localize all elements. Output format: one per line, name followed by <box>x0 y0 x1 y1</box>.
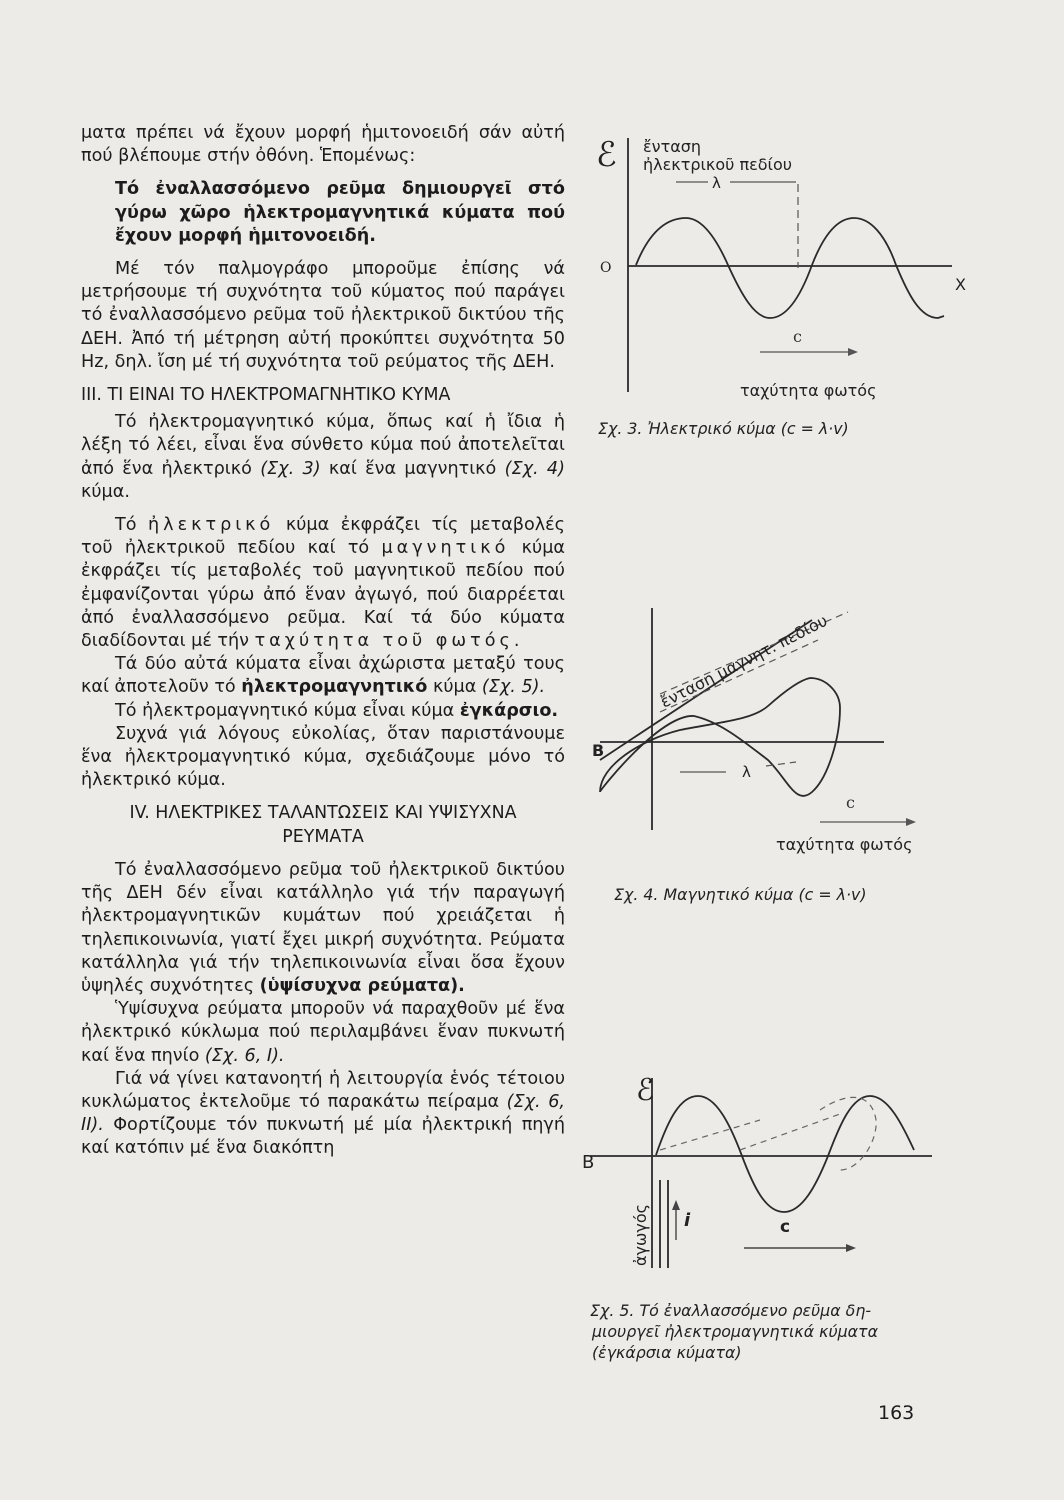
fig3-caption: Σχ. 3. Ἠλεκτρικό κύμα (c = λ·v) <box>598 419 849 438</box>
fig4-label-B: B <box>592 741 605 760</box>
fig5-caption <box>590 1300 878 1363</box>
fig3-label-lambda: λ <box>712 174 721 192</box>
paragraph-1: ματα πρέπει νά ἔχουν μορφή ἡμιτονοειδή σάν αὐτή πού βλέπουμε στήν ὀθόνη. Ἑπομένως: <box>81 123 565 167</box>
fig4-label-lambda: λ <box>742 763 751 781</box>
fig5-dashed-1 <box>660 1120 760 1150</box>
fig5-arrowhead <box>846 1244 856 1252</box>
fig5-caption-line-2: μιουργεῖ ἠλεκτρομαγνητικά κύματα <box>592 1322 878 1341</box>
fig3-label-c: c <box>793 327 802 346</box>
fig3-label-speed: ταχύτητα φωτός <box>740 381 877 400</box>
fig4-label-c: c <box>846 793 855 812</box>
paragraph-9: Τό ἐναλλασσόμενο ρεῦμα τοῦ ἠλεκτρικοῦ δικτύου τῆς ΔΕΗ δέν εἶναι κατάλληλο γιά τήν παραγωγή ἠλεκτρομαγνητικῶν κυμάτων πού χρειάζεται ἡ τηλεπικοινωνία, γιατί ἔχει μικρή συχνότητα. Ρεύματα κατάλληλα γιά τήν τηλεπικοινωνία εἶναι ὅσα ἔχουν ὑψηλές συχνότητες (ὑψίσυχνα ρεύματα). <box>81 859 565 996</box>
page-number: 163 <box>878 1402 915 1424</box>
paragraph-5: Τό ἠλεκτρικό κύμα ἐκφράζει τίς μεταβολές τοῦ ἠλεκτρικοῦ πεδίου καί τό μαγνητικό κύμα ἐκφράζει τίς μεταβολές τοῦ μαγνητικοῦ πεδίου πού ἐμφανίζονται γύρω ἀπό ἕναν ἀγωγό, πού διαρρέεται ἀπό ἐναλλασσόμενο ρεῦμα. Καί τά δύο κύματα διαδίδονται μέ τήν ταχύτητα τοῦ φωτός. <box>81 515 566 652</box>
fig3-symbol-E: ℰ <box>596 135 617 175</box>
fig5-conductor <box>660 1180 668 1268</box>
fig4-caption: Σχ. 4. Μαγνητικό κύμα (c = λ·v) <box>614 885 867 904</box>
fig5-label-c: c <box>780 1217 791 1237</box>
fig5-caption-line-1: Σχ. 5. Τό ἐναλλασσόμενο ρεῦμα δη- <box>590 1301 872 1320</box>
paragraph-7: Τό ἠλεκτρομαγνητικό κύμα εἶναι κύμα ἐγκάρσιο. <box>115 700 559 721</box>
fig3-label-field2: ἠλεκτρικοῦ πεδίου <box>643 155 792 174</box>
fig5-caption-line-3: (ἐγκάρσια κύματα) <box>592 1343 742 1362</box>
fig5-magnetic-loop <box>820 1097 876 1170</box>
fig5-symbol-E: ℰ <box>636 1073 655 1108</box>
paragraph-10: Ὑψίσυχνα ρεύματα μποροῦν νά παραχθοῦν μέ ἕνα ἠλεκτρικό κύκλωμα πού περιλαμβάνει ἕναν πυκνωτή καί ἕνα πηνίο (Σχ. 6, I). <box>81 999 565 1066</box>
key-statement: Τό ἐναλλασσόμενο ρεῦμα δημιουργεῖ στό γύρω χῶρο ἡλεκτρομαγνητικά κύματα πού ἔχουν μορφή ἡμιτονοειδή. <box>115 179 565 246</box>
fig5-dashed-2 <box>740 1114 840 1150</box>
fig5-electric-wave <box>656 1096 914 1212</box>
paragraph-8: Συχνά γιά λόγους εὐκολίας, ὅταν παριστάνουμε ἕνα ἠλεκτρομαγνητικό κύμα, σχεδιάζουμε μόνο τό ἠλεκτρικό κύμα. <box>81 723 565 791</box>
section-heading-4: IV. ΗΛΕΚΤΡΙΚΕΣ ΤΑΛΑΝΤΩΣΕΙΣ ΚΑΙ ΥΨΙΣΥΧΝΑ ΡΕΥΜΑΤΑ <box>129 803 517 847</box>
fig3-label-origin: O <box>600 260 612 276</box>
fig3-label-field: ἔνταση <box>643 137 702 156</box>
fig5-label-conductor: ἀγωγός <box>631 1203 650 1266</box>
section-heading-3: III. ΤΙ ΕΙΝΑΙ ΤΟ ΗΛΕΚΤΡΟΜΑΓΝΗΤΙΚΟ ΚΥΜΑ <box>81 385 451 406</box>
fig4-label-field: ἔνταση μαγνητ. πεδίου <box>657 610 831 712</box>
paragraph-4: Τό ἠλεκτρομαγνητικό κύμα, ὅπως καί ἡ ἴδια ἡ λέξη τό λέει, εἶναι ἕνα σύνθετο κύμα πού ἀποτελεῖται ἀπό ἕνα ἠλεκτρικό (Σχ. 3) καί ἕνα μαγνητικό (Σχ. 4) κύμα. <box>81 412 565 502</box>
paragraph-3: Μέ τόν παλμογράφο μποροῦμε ἐπίσης νά μετρήσουμε τή συχνότητα τοῦ κύματος πού παράγει τό ἐναλλασσόμενο ρεῦμα τοῦ ἠλεκτρικοῦ δικτύου τῆς ΔΕΗ. Ἀπό τή μέτρηση αὐτή προκύπτει συχνότητα 50 Hz, δηλ. ἴση μέ τή συχνότητα τοῦ ρεύματος τῆς ΔΕΗ. <box>81 259 565 372</box>
fig5-label-B: B <box>582 1152 595 1173</box>
fig3-label-x: X <box>955 275 966 294</box>
fig5-label-i: i <box>684 1210 691 1231</box>
fig5-current-arrowhead <box>672 1200 680 1210</box>
fig4-label-speed: ταχύτητα φωτός <box>776 835 913 854</box>
paragraph-11: Γιά νά γίνει κατανοητή ἡ λειτουργία ἑνός τέτοιου κυκλώματος ἐκτελοῦμε τό παρακάτω πείραμα (Σχ. 6, II). Φορτίζουμε τόν πυκνωτή μέ μία ἠλεκτρική πηγή καί κατόπιν μέ ἕνα διακόπτη <box>81 1068 565 1159</box>
paragraph-6: Τά δύο αὐτά κύματα εἶναι ἀχώριστα μεταξύ τους καί ἀποτελοῦν τό ἠλεκτρομαγνητικό κύμα (Σχ. 5). <box>81 654 565 698</box>
